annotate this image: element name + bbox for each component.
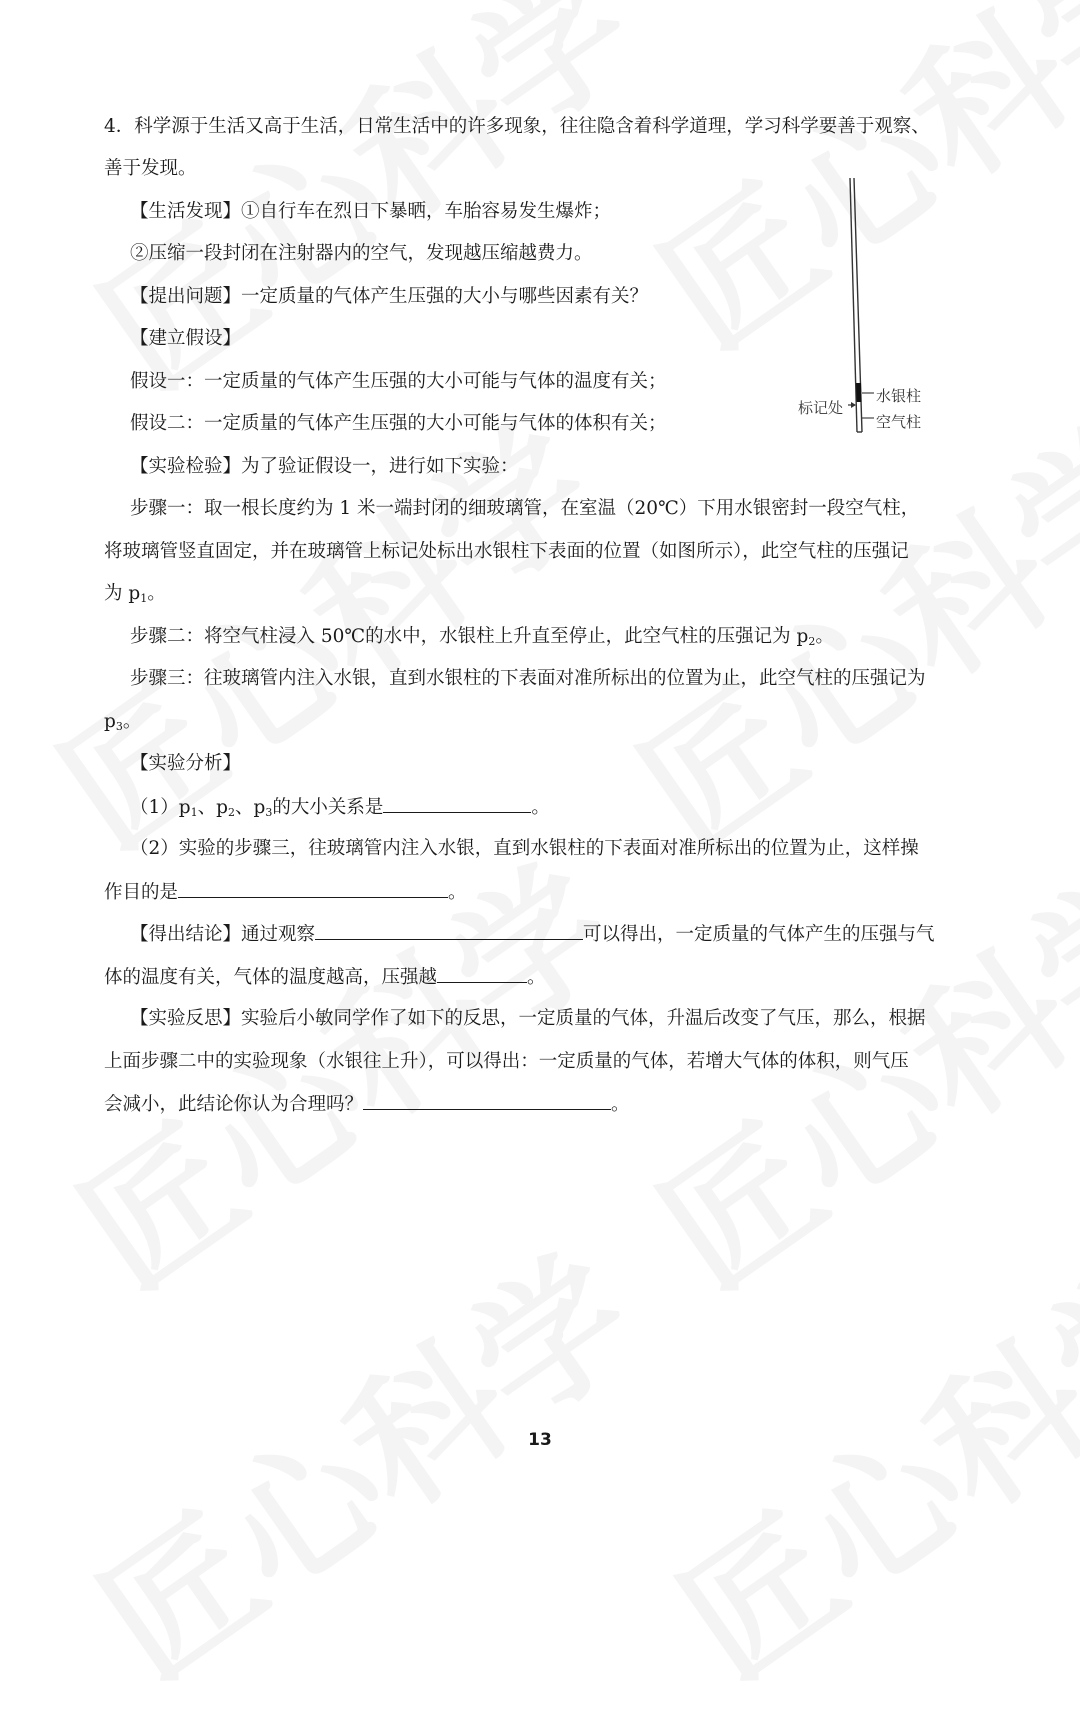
conclusion-line (130, 919, 935, 950)
reflection-line (104, 1089, 630, 1120)
text: 。 (122, 711, 142, 732)
sub-question-2: （2）实验的步骤三，往玻璃管内注入水银，直到水银柱的下表面对准所标出的位置为止，这样操 (130, 838, 919, 859)
page-number: 13 (528, 1430, 552, 1450)
text: 。 (531, 797, 550, 818)
answer-blank[interactable] (437, 962, 527, 983)
subscript: 3 (115, 720, 123, 733)
step1-line: 将玻璃管竖直固定，并在玻璃管上标记处标出水银柱下表面的位置（如图所示），此空气柱的压强记 (104, 541, 909, 562)
subscript: 3 (265, 806, 273, 819)
watermark (52, 1197, 667, 1718)
text: 【得出结论】通过观察 (130, 924, 316, 945)
subscript: 2 (227, 806, 235, 819)
text: 、p (234, 797, 266, 818)
step3-line: 步骤三：往玻璃管内注入水银，直到水银柱的下表面对准所标出的位置为止，此空气柱的压强记为 (130, 668, 926, 689)
text: 。 (448, 882, 467, 903)
text: 的大小关系是 (272, 797, 384, 818)
glass-tube-figure (790, 176, 940, 446)
question-posed: 【提出问题】一定质量的气体产生压强的大小与哪些因素有关？ (130, 286, 649, 307)
analysis-heading: 【实验分析】 (130, 753, 242, 774)
hypothesis-2: 假设二：一定质量的气体产生压强的大小可能与气体的体积有关； (130, 413, 667, 434)
text: 。 (527, 967, 546, 988)
watermark (632, 1197, 1080, 1718)
subscript: 2 (808, 635, 816, 648)
text: 。 (147, 583, 166, 604)
answer-blank[interactable] (178, 877, 448, 898)
hypothesis-heading: 【建立假设】 (130, 328, 242, 349)
step3-line (104, 707, 141, 742)
step1-line: 步骤一：取一根长度约为 1 米一端封闭的细玻璃管，在室温（20℃）下用水银密封一段空气柱， (130, 498, 920, 519)
intro-line: 善于发现。 (104, 158, 197, 179)
tube-left-wall (850, 178, 857, 432)
text: p (104, 711, 116, 732)
life-discovery-1: 【生活发现】①自行车在烈日下暴晒，车胎容易发生爆炸； (130, 201, 612, 222)
text: 、p (197, 797, 228, 818)
verification-heading: 【实验检验】为了验证假设一，进行如下实验： (130, 456, 519, 477)
text: 会减小，此结论你认为合理吗？ (104, 1094, 364, 1115)
text: 体的温度有关，气体的温度越高，压强越 (104, 967, 438, 988)
intro-line: 4．科学源于生活又高于生活，日常生活中的许多现象，往往隐含着科学道理，学习科学要善于观察、 (104, 116, 930, 137)
answer-blank[interactable] (363, 1089, 611, 1110)
mark-label: 标记处 (798, 399, 844, 417)
reflection-line: 【实验反思】实验后小敏同学作了如下的反思，一定质量的气体，升温后改变了气压，那么，根据 (130, 1008, 926, 1029)
text: 为 p (104, 583, 141, 604)
answer-blank[interactable] (315, 919, 583, 940)
step2-line (130, 622, 834, 657)
reflection-line: 上面步骤二中的实验现象（水银往上升），可以得出：一定质量的气体，若增大气体的体积，则气压 (104, 1051, 909, 1072)
hypothesis-1: 假设一：一定质量的气体产生压强的大小可能与气体的温度有关； (130, 371, 667, 392)
mercury-column (856, 383, 861, 402)
text: （1）p (130, 797, 191, 818)
step1-line (104, 579, 166, 614)
mercury-label: 水银柱 (876, 387, 922, 405)
conclusion-line (104, 962, 546, 993)
text: 。 (815, 626, 834, 647)
answer-blank[interactable] (383, 792, 531, 813)
sub-question-1 (130, 792, 550, 828)
text: 步骤二：将空气柱浸入 50℃的水中，水银柱上升直至停止，此空气柱的压强记为 p (130, 626, 809, 647)
text: 。 (611, 1094, 630, 1115)
text: 可以得出，一定质量的气体产生的压强与气 (583, 924, 935, 945)
mark-arrow-head (851, 402, 856, 408)
text: 作目的是 (104, 882, 179, 903)
subscript: 1 (140, 592, 148, 605)
subscript: 1 (190, 806, 198, 819)
air-label: 空气柱 (876, 413, 922, 431)
life-discovery-2: ②压缩一段封闭在注射器内的空气，发现越压缩越费力。 (130, 243, 593, 264)
sub-question-2 (104, 877, 467, 908)
